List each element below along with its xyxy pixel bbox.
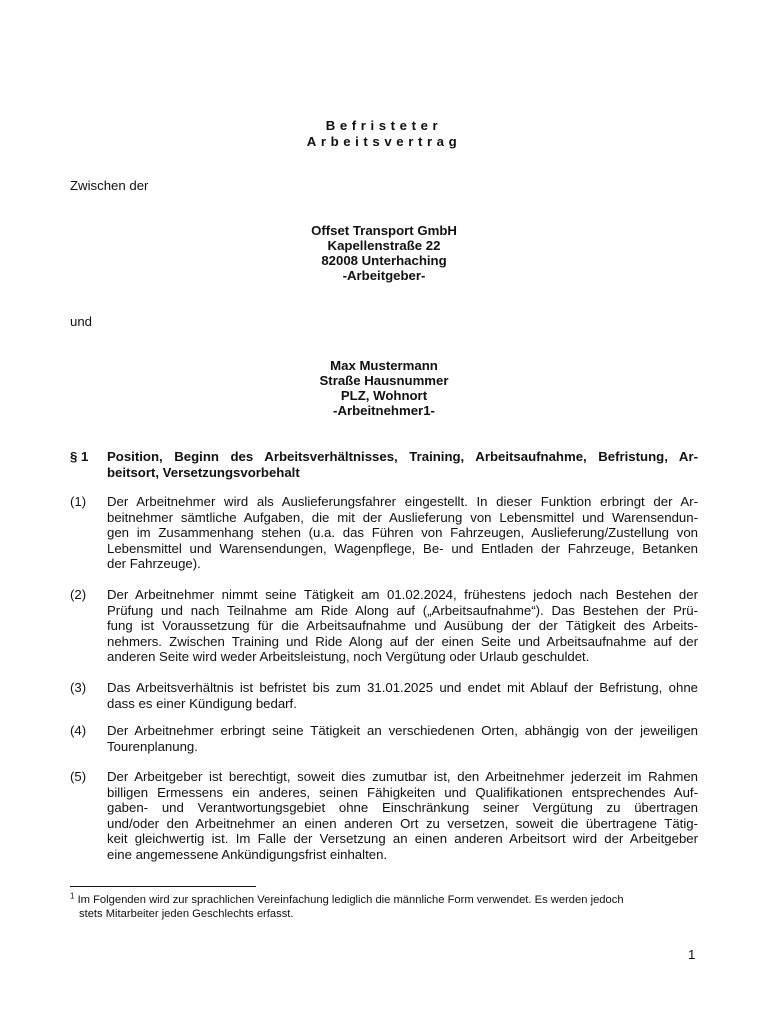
intro-text: Zwischen der (70, 178, 149, 193)
paragraph-5 (107, 769, 698, 863)
employee-street: Straße Hausnummer (319, 373, 449, 388)
paragraph-2-line: Prüfung und nach Teilnahme am Ride Along auf („Arbeitsaufnahme“). Das Bestehen der Prü- (107, 602, 698, 618)
footnote-text-1: Im Folgenden wird zur sprachlichen Vereinfachung lediglich die männliche Form verwendet. Es werden jedoch (77, 894, 624, 906)
paragraph-4 (107, 723, 698, 754)
paragraph-3-number: (3) (70, 680, 87, 695)
footnote-mark: 1 (70, 891, 75, 901)
paragraph-2 (107, 587, 698, 665)
title-line-1: Befristeter (325, 118, 443, 133)
paragraph-3-line: dass es einer Kündigung bedarf. (107, 695, 297, 711)
paragraph-2-line: fung ist Voraussetzung für die Arbeitsaufnahme und Ausübung der der Tätigkeit des Arbeits- (107, 618, 698, 634)
employee-role-end: - (430, 403, 435, 418)
paragraph-1-line: Lebensmittel und Warensendungen, Wagenpflege, Be- und Entladen der Fahrzeuge, Betanken (107, 540, 698, 556)
employee-footnote-ref: 1 (423, 403, 431, 418)
employer-name: Offset Transport GmbH (311, 223, 457, 238)
paragraph-1-line: gen im Zusammenhang stehen (u.a. das Führen von Fahrzeugen, Auslieferung/Zustellung von (107, 525, 698, 541)
paragraph-5-number: (5) (70, 769, 87, 784)
paragraph-2-line: anderen Seite wird weder Arbeitsleistung, noch Vergütung oder Urlaub geschuldet. (107, 649, 590, 665)
employer-role: -Arbeitgeber- (342, 268, 426, 283)
title-line-2: Arbeitsvertrag (306, 134, 462, 149)
employee-city: PLZ, Wohnort (340, 388, 428, 403)
paragraph-5-line: eine angemessene Ankündigungsfrist einhalten. (107, 846, 388, 862)
paragraph-2-line: nehmers. Zwischen Training und Ride Along auf der einen Seite und Arbeitsaufnahme auf der (107, 633, 698, 649)
section-1-heading-line-2: beitsort, Versetzungsvorbehalt (107, 464, 300, 480)
paragraph-1-number: (1) (70, 494, 87, 509)
paragraph-5-line: gaben- und Verantwortungsgebiet ohne Einschränkung seiner Vergütung zu übertragen (107, 800, 698, 816)
paragraph-4-line: Tourenplanung. (107, 738, 198, 754)
paragraph-1 (107, 494, 698, 572)
section-1-heading (107, 449, 698, 480)
section-1-heading-line-1: Position, Beginn des Arbeitsverhältnisses, Training, Arbeitsaufnahme, Befristung, Ar- (107, 449, 698, 464)
paragraph-5-line: billigen Ermessens ein anderes, seinen Fähigkeiten und Qualifikationen entsprechendes Auf- (107, 784, 698, 800)
paragraph-1-line: der Fahrzeuge). (107, 556, 201, 572)
paragraph-3 (107, 680, 698, 711)
connector-text: und (70, 314, 93, 329)
page-number: 1 (688, 947, 696, 962)
paragraph-5-line: Der Arbeitgeber ist berechtigt, soweit dies zumutbar ist, den Arbeitnehmer jederzeit im Rahmen (107, 769, 698, 784)
paragraph-1-line: beitnehmer sämtliche Aufgaben, die mit der Auslieferung von Lebensmittel und Warensendun- (107, 509, 698, 525)
employer-city: 82008 Unterhaching (321, 253, 447, 268)
paragraph-5-line: und/oder den Arbeitnehmer an einen anderen Ort zu versetzen, soweit die übertragene Tätig- (107, 815, 698, 831)
footnote-divider (70, 886, 256, 887)
employee-role (0, 403, 768, 419)
footnote (70, 893, 698, 921)
employee-name: Max Mustermann (330, 358, 438, 373)
paragraph-4-number: (4) (70, 723, 87, 738)
paragraph-4-line: Der Arbeitnehmer erbringt seine Tätigkeit an verschiedenen Orten, abhängig von der jeweiligen (107, 723, 698, 738)
paragraph-5-line: keit gleichwertig ist. Im Falle der Versetzung an einen anderen Arbeitsort wird der Arbeitgeber (107, 831, 698, 847)
footnote-line-1 (70, 893, 698, 907)
paragraph-3-line: Das Arbeitsverhältnis ist befristet bis zum 31.01.2025 und endet mit Ablauf der Befristung, ohne (107, 680, 698, 695)
section-1-number: § 1 (70, 449, 89, 464)
footnote-line-2: stets Mitarbeiter jeden Geschlechts erfasst. (79, 908, 294, 920)
employee-role-text: -Arbeitnehmer (333, 403, 424, 418)
paragraph-2-line: Der Arbeitnehmer nimmt seine Tätigkeit am 01.02.2024, frühestens jedoch nach Bestehen der (107, 587, 698, 602)
paragraph-2-number: (2) (70, 587, 87, 602)
employer-street: Kapellenstraße 22 (327, 238, 441, 253)
paragraph-1-line: Der Arbeitnehmer wird als Auslieferungsfahrer eingestellt. In dieser Funktion erbringt der Ar- (107, 494, 698, 509)
